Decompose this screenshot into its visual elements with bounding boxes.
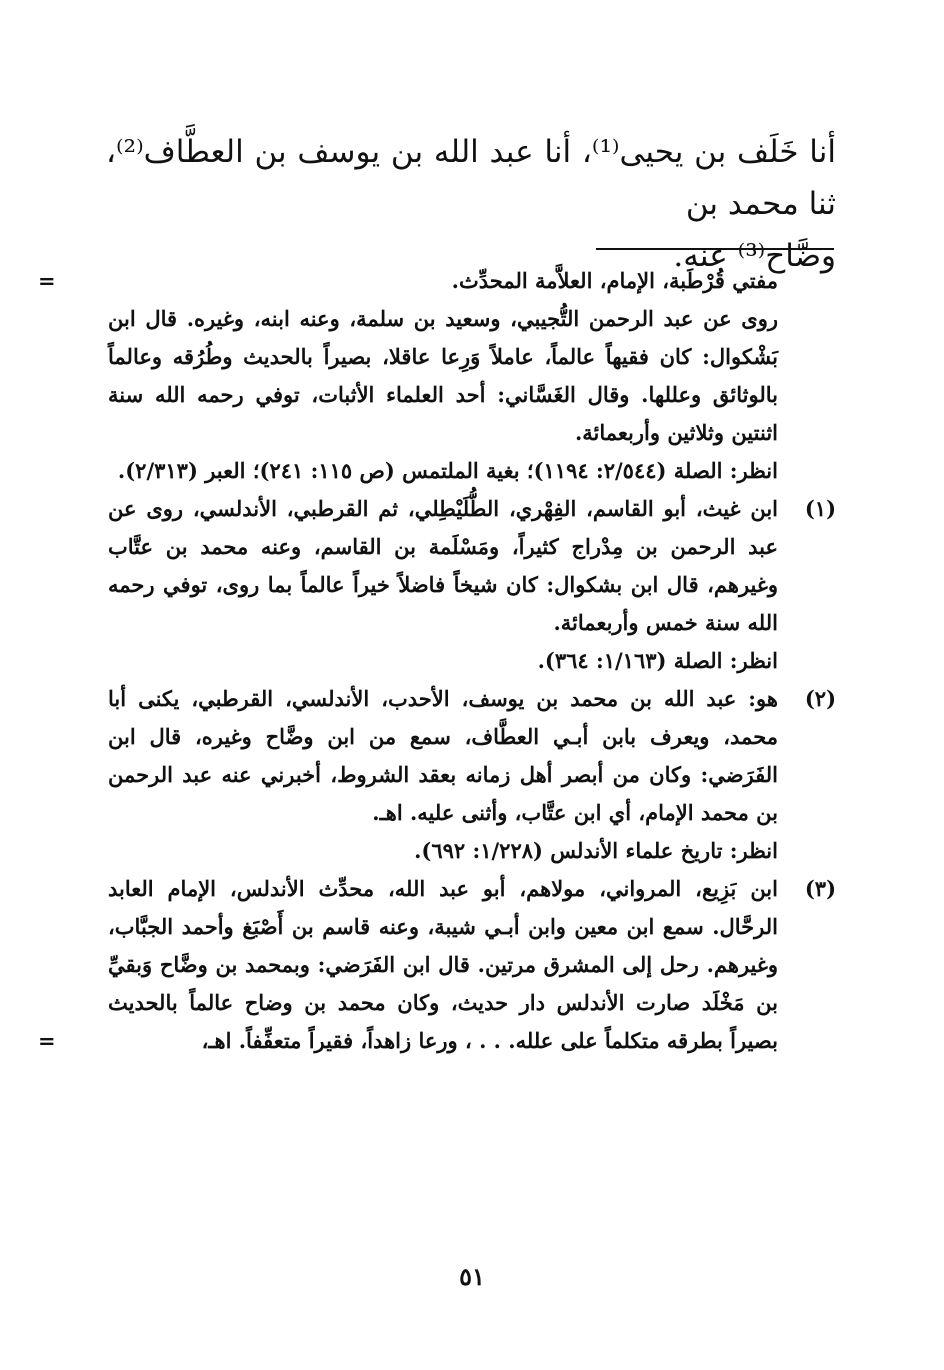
footnote-reference: انظر: الصلة (٢/٥٤٤: ١١٩٤)؛ بغية الملتمس (ص ١١٥: ٢٤١)؛ العبر (٢/٣١٣).	[117, 458, 778, 483]
page-number: ٥١	[459, 1262, 485, 1291]
footnote-body: هو: عبد الله بن محمد بن يوسف، الأحدب، الأندلسي، القرطبي، يكنى أبا محمد، ويعرف بابن أبـي العطَّاف، سمع من ابن وضَّاح وغيره، قال ابن الفَرَضي: وكان من أبصر أهل زمانه بعقد الشروط، أخبرني عنه عبد الرحمن بن محمد الإمام، أي ابن عتَّاب، وأثنى عليه. اهـ.	[108, 686, 778, 825]
footnote-2	[108, 680, 836, 870]
continuation-title: مفتي قُرْطَبة، الإمام، العلاَّمة المحدِّث.	[451, 268, 778, 293]
footnote-1	[108, 490, 836, 680]
footnote-reference: انظر: تاريخ علماء الأندلس (١/٢٢٨: ٦٩٢).	[414, 838, 778, 863]
footnote-number: (٣)	[804, 876, 836, 901]
footnote-divider	[596, 248, 834, 250]
main-text-line-1: أنا خَلَف بن يحيى⁽¹⁾، أنا عبد الله بن يوسف بن العطَّاف⁽²⁾، ثنا محمد بن	[106, 134, 836, 222]
footnote-reference: انظر: الصلة (١/١٦٣: ٣٦٤).	[537, 648, 778, 673]
footnote-3	[38, 870, 836, 1060]
continuation-body: روى عن عبد الرحمن التُّجيبي، وسعيد بن سلمة، وعنه ابنه، وغيره. قال ابن بَشْكوال: كان فقيهاً عالماً، عاملاً وَرِعا عاقلا، بصيراً بالحديث وطُرُقه وعالماً بالوثائق وعللها. وقال الغَسَّاني: أحد العلماء الأثبات، توفي رحمه الله سنة اثنتين وثلاثين وأربعمائة.	[108, 306, 778, 445]
footnote-body: ابن غيث، أبو القاسم، الفِهْري، الطُّلَيْطِلي، ثم القرطبي، الأندلسي، روى عن عبد الرحمن بن مِدْراج كثيراً، ومَسْلَمة بن القاسم، وعنه محمد بن عتَّاب وغيرهم، قال ابن بشكوال: كان شيخاً فاضلاً خيراً عالماً بما روى، توفي رحمه الله سنة خمس وأربعمائة.	[108, 496, 778, 635]
main-text-line-2: وضَّاح⁽³⁾ عنه.	[673, 238, 836, 274]
footnotes	[38, 262, 836, 1060]
continuation-mark: =	[38, 268, 56, 293]
footnote-continuation	[38, 262, 836, 490]
footnote-body: ابن بَزِيع، المرواني، مولاهم، أبو عبد الله، محدِّث الأندلس، الإمام العابد الرحَّال. سمع ابن معين وابن أبـي شيبة، وعنه قاسم بن أَصْبَغ وأحمد الجبَّاب، وغيرهم. رحل إلى المشرق مرتين. قال ابن الفَرَضي: وبمحمد بن وضَّاح وَبقيِّ بن مَخْلَد صارت الأندلس دار حديث، وكان محمد بن وضاح عالماً بالحديث بصيراً بطرقه متكلماً على علله. . . ، ورعا زاهداً، فقيراً متعفِّفاً. اهـ،	[108, 876, 778, 1053]
continuation-mark: =	[38, 1028, 56, 1053]
main-text	[106, 126, 836, 282]
footnote-number: (١)	[804, 496, 836, 521]
footnote-number: (٢)	[804, 686, 836, 711]
footnote-body	[108, 262, 778, 452]
